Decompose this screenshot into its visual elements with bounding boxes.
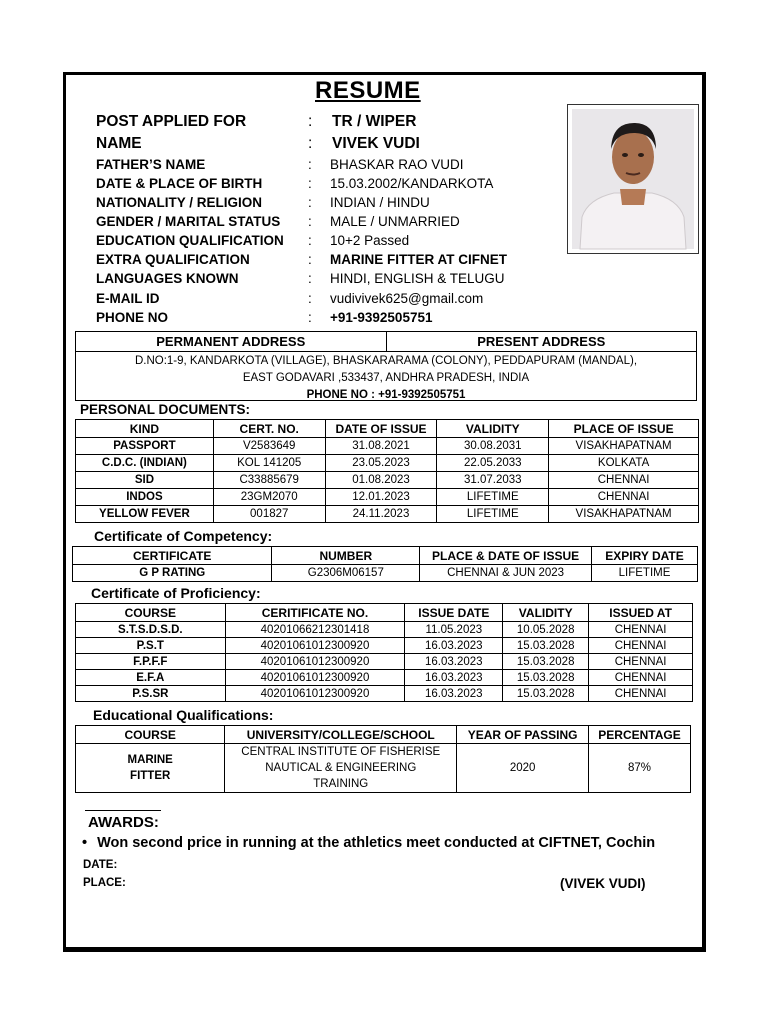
info-label: POST APPLIED FOR: [96, 113, 247, 130]
awards-divider: [85, 810, 161, 811]
address-line-1: D.NO:1-9, KANDARKOTA (VILLAGE), BHASKARARAMA (COLONY), PEDDAPURAM (MANDAL),: [134, 355, 638, 367]
info-row: [96, 195, 430, 210]
table-cell: LIFETIME: [437, 506, 549, 523]
info-row: [96, 113, 416, 131]
column-header: PLACE OF ISSUE: [549, 420, 699, 438]
info-row: [96, 233, 409, 248]
info-label: EXTRA QUALIFICATION: [96, 252, 250, 267]
table-cell: 16.03.2023: [405, 686, 503, 702]
table-cell: 40201061012300920: [225, 686, 405, 702]
table-cell: CHENNAI: [549, 489, 699, 506]
table-cell: 16.03.2023: [405, 670, 503, 686]
award-text: Won second price in running at the athletics meet conducted at CIFTNET, Cochin: [97, 835, 656, 851]
resume-title: RESUME: [315, 77, 421, 104]
column-header: COURSE: [76, 726, 225, 744]
edu-inst-line-3: TRAINING: [313, 778, 369, 790]
table-cell: CHENNAI & JUN 2023: [420, 565, 592, 582]
table-cell: CHENNAI: [589, 670, 693, 686]
table-cell: 001827: [213, 506, 325, 523]
column-header: VALIDITY: [503, 604, 589, 622]
table-cell: 16.03.2023: [405, 654, 503, 670]
info-value: vudivivek625@gmail.com: [330, 291, 484, 306]
table-cell: 40201061012300920: [225, 638, 405, 654]
column-header: KIND: [76, 420, 214, 438]
table-cell: 40201061012300920: [225, 654, 405, 670]
info-colon: :: [308, 113, 313, 130]
column-header: ISSUE DATE: [405, 604, 503, 622]
info-value: INDIAN / HINDU: [330, 195, 430, 210]
table-cell: INDOS: [76, 489, 214, 506]
table-cell: C33885679: [213, 472, 325, 489]
column-header: CERITIFICATE NO.: [225, 604, 405, 622]
table-cell: KOLKATA: [549, 455, 699, 472]
bullet-icon: •: [82, 835, 88, 851]
column-header: CERT. NO.: [213, 420, 325, 438]
proficiency-table: [75, 603, 693, 702]
info-label: E-MAIL ID: [96, 291, 160, 306]
table-cell: G2306M06157: [272, 565, 420, 582]
table-cell: 15.03.2028: [503, 654, 589, 670]
info-label: GENDER / MARITAL STATUS: [96, 214, 281, 229]
edu-course-line-1: MARINE: [127, 754, 173, 766]
table-cell: 23.05.2023: [325, 455, 437, 472]
table-cell: 15.03.2028: [503, 686, 589, 702]
edu-course-line-2: FITTER: [130, 770, 171, 782]
column-header: NUMBER: [272, 547, 420, 565]
table-cell: 31.07.2033: [437, 472, 549, 489]
table-row: [73, 565, 698, 582]
table-cell: CHENNAI: [589, 638, 693, 654]
profile-photo: [567, 104, 699, 254]
table-cell: LIFETIME: [592, 565, 698, 582]
table-cell: E.F.A: [76, 670, 226, 686]
info-value: BHASKAR RAO VUDI: [330, 157, 464, 172]
info-colon: :: [308, 271, 312, 286]
table-cell: 31.08.2021: [325, 438, 437, 455]
table-cell: CHENNAI: [589, 654, 693, 670]
table-cell: G P RATING: [73, 565, 272, 582]
info-colon: :: [308, 176, 312, 191]
place-label: PLACE:: [83, 877, 126, 889]
table-cell: 10.05.2028: [503, 622, 589, 638]
table-cell: 12.01.2023: [325, 489, 437, 506]
table-row: [76, 670, 693, 686]
info-value: MARINE FITTER AT CIFNET: [330, 252, 507, 267]
award-item: [82, 835, 655, 851]
info-row: [96, 310, 432, 325]
table-row: [76, 622, 693, 638]
table-cell: YELLOW FEVER: [76, 506, 214, 523]
info-label: FATHER’S NAME: [96, 157, 206, 172]
info-value: 10+2 Passed: [330, 233, 410, 248]
table-row: [76, 472, 699, 489]
table-cell: CHENNAI: [589, 686, 693, 702]
info-colon: :: [308, 310, 312, 325]
column-header: COURSE: [76, 604, 226, 622]
column-header: PERCENTAGE: [589, 726, 691, 744]
edu-inst-line-2: NAUTICAL & ENGINEERING: [265, 762, 417, 774]
table-cell: CHENNAI: [549, 472, 699, 489]
table-cell: 40201061012300920: [225, 670, 405, 686]
competency-table: [72, 546, 698, 582]
info-label: PHONE NO: [96, 310, 169, 325]
signature: (VIVEK VUDI): [560, 876, 646, 891]
column-header: PLACE & DATE OF ISSUE: [420, 547, 592, 565]
table-cell: F.P.F.F: [76, 654, 226, 670]
education-table: [75, 725, 691, 793]
present-address-header: PRESENT ADDRESS: [477, 334, 606, 349]
table-row: [76, 455, 699, 472]
table-cell: 24.11.2023: [325, 506, 437, 523]
info-label: LANGUAGES KNOWN: [96, 271, 239, 286]
date-label: DATE:: [83, 859, 118, 871]
column-header: YEAR OF PASSING: [457, 726, 589, 744]
table-row: [76, 489, 699, 506]
proficiency-title: Certificate of Proficiency:: [91, 585, 261, 601]
info-colon: :: [308, 157, 312, 172]
info-value: +91-9392505751: [330, 310, 433, 325]
info-value: MALE / UNMARRIED: [330, 214, 460, 229]
education-title: Educational Qualifications:: [93, 707, 274, 723]
column-header: VALIDITY: [437, 420, 549, 438]
edu-institute: [225, 744, 457, 793]
info-value: TR / WIPER: [332, 113, 417, 130]
table-cell: C.D.C. (INDIAN): [76, 455, 214, 472]
info-label: EDUCATION QUALIFICATION: [96, 233, 284, 248]
table-cell: 16.03.2023: [405, 638, 503, 654]
edu-course: [76, 744, 225, 793]
competency-title: Certificate of Competency:: [94, 528, 273, 544]
info-row: [96, 135, 420, 153]
info-value: 15.03.2002/KANDARKOTA: [330, 176, 494, 191]
permanent-address-header: PERMANENT ADDRESS: [76, 332, 387, 351]
table-cell: 22.05.2033: [437, 455, 549, 472]
column-header: DATE OF ISSUE: [325, 420, 437, 438]
table-row: [76, 438, 699, 455]
address-box: [75, 331, 697, 401]
table-row: [76, 686, 693, 702]
person-photo-icon: [568, 105, 698, 253]
info-row: [96, 252, 507, 267]
info-colon: :: [308, 233, 312, 248]
column-header: UNIVERSITY/COLLEGE/SCHOOL: [225, 726, 457, 744]
column-header: EXPIRY DATE: [592, 547, 698, 565]
table-cell: LIFETIME: [437, 489, 549, 506]
awards-title: AWARDS:: [88, 814, 159, 831]
info-row: [96, 214, 460, 229]
info-row: [96, 271, 505, 286]
table-cell: 15.03.2028: [503, 670, 589, 686]
table-row: [76, 638, 693, 654]
documents-title: PERSONAL DOCUMENTS:: [80, 402, 251, 417]
address-line-2: EAST GODAVARI ,533437, ANDHRA PRADESH, INDIA: [242, 372, 530, 384]
edu-year: 2020: [457, 744, 589, 793]
table-cell: P.S.SR: [76, 686, 226, 702]
table-cell: 23GM2070: [213, 489, 325, 506]
table-row: [76, 654, 693, 670]
table-cell: PASSPORT: [76, 438, 214, 455]
documents-table: [75, 419, 699, 523]
table-cell: VISAKHAPATNAM: [549, 506, 699, 523]
table-cell: 01.08.2023: [325, 472, 437, 489]
column-header: ISSUED AT: [589, 604, 693, 622]
table-cell: P.S.T: [76, 638, 226, 654]
table-row: [76, 506, 699, 523]
table-cell: 30.08.2031: [437, 438, 549, 455]
info-colon: :: [308, 252, 312, 267]
info-row: [96, 157, 464, 172]
table-cell: 11.05.2023: [405, 622, 503, 638]
table-cell: 40201066212301418: [225, 622, 405, 638]
info-value: VIVEK VUDI: [332, 135, 420, 152]
info-colon: :: [308, 135, 313, 152]
info-colon: :: [308, 195, 312, 210]
column-header: CERTIFICATE: [73, 547, 272, 565]
table-cell: KOL 141205: [213, 455, 325, 472]
table-cell: CHENNAI: [589, 622, 693, 638]
info-colon: :: [308, 291, 312, 306]
table-cell: S.T.S.D.S.D.: [76, 622, 226, 638]
table-row: [76, 744, 691, 793]
info-row: [96, 291, 483, 306]
info-label: NAME: [96, 135, 142, 152]
info-value: HINDI, ENGLISH & TELUGU: [330, 271, 505, 286]
edu-inst-line-1: CENTRAL INSTITUTE OF FISHERISE: [241, 746, 441, 758]
info-label: NATIONALITY / RELIGION: [96, 195, 263, 210]
table-cell: 15.03.2028: [503, 638, 589, 654]
info-colon: :: [308, 214, 312, 229]
address-phone: PHONE NO : +91-9392505751: [306, 389, 466, 401]
edu-percentage: 87%: [589, 744, 691, 793]
table-cell: VISAKHAPATNAM: [549, 438, 699, 455]
info-label: DATE & PLACE OF BIRTH: [96, 176, 263, 191]
info-row: [96, 176, 493, 191]
table-cell: V2583649: [213, 438, 325, 455]
table-cell: SID: [76, 472, 214, 489]
